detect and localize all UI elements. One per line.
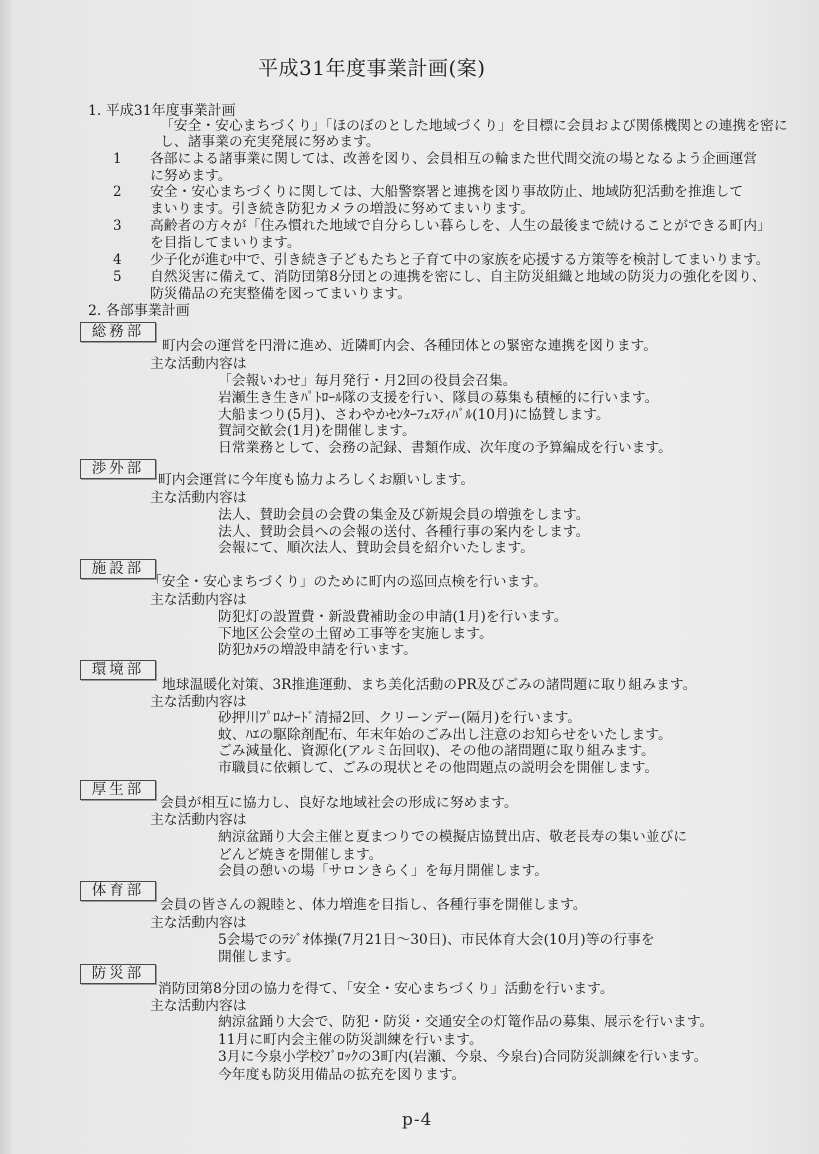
activity-item: 大船まつり(5月)、さわやかｾﾝﾀｰﾌｪｽﾃｨﾊﾞﾙ(10月)に協賛します。 — [218, 407, 610, 423]
activity-item: 今年度も防災用備品の拡充を図ります。 — [218, 1067, 466, 1083]
dept-description: 会員の皆さんの親睦と、体力増進を目指し、各種行事を開催します。 — [160, 897, 587, 913]
activity-item: 開催します。 — [218, 949, 300, 965]
activity-item: 防犯灯の設置費・新設費補助金の申請(1月)を行います。 — [218, 609, 568, 625]
activity-item: 賀詞交歓会(1月)を開催します。 — [218, 423, 416, 439]
item-text: 各部による諸事業に関しては、改善を図り、会員相互の輪また世代間交流の場となるよう企画運営 — [150, 151, 758, 167]
page-title: 平成31年度事業計画(案) — [258, 56, 486, 80]
activities-label: 主な活動内容は — [150, 592, 247, 608]
item-text: 安全・安心まちづくりに関しては、大船警察署と連携を図り事故防止、地域防犯活動を推進して — [150, 184, 744, 200]
intro-line: し、諸事業の充実発展に努めます。 — [160, 134, 380, 150]
item-number: 3 — [113, 218, 122, 234]
item-text: 少子化が進む中で、引き続き子どもたちと子育て中の家族を応援する方策等を検討してまいります。 — [150, 252, 770, 268]
activity-item: 蚊、ﾊｴの駆除剤配布、年末年始のごみ出し注意のお知らせをいたします。 — [218, 727, 672, 743]
activities-label: 主な活動内容は — [150, 694, 247, 710]
dept-label-external-affairs: 渉外部 — [80, 459, 156, 479]
item-number: 5 — [113, 269, 122, 285]
dept-label-welfare: 厚生部 — [80, 780, 156, 800]
dept-label-environment: 環境部 — [80, 660, 156, 680]
dept-label-sports: 体育部 — [80, 881, 156, 901]
activity-item: 3月に今泉小学校ﾌﾞﾛｯｸの3町内(岩瀬、今泉、今泉台)合同防災訓練を行います。 — [218, 1049, 708, 1065]
page-number: p-4 — [402, 1110, 433, 1130]
activity-item: 「会報いわせ」毎月発行・月2回の役員会召集。 — [218, 373, 517, 389]
dept-label-disaster-prevention: 防災部 — [80, 964, 156, 984]
item-number: 1 — [113, 151, 122, 167]
activity-item: 砂押川ﾌﾟﾛﾑﾅｰﾄﾞ清掃2回、クリーンデー(隔月)を行います。 — [218, 710, 582, 726]
item-number: 2 — [113, 184, 122, 200]
activity-item: 防犯ｶﾒﾗの増設申請を行います。 — [218, 642, 417, 658]
item-text: に努めます。 — [150, 168, 232, 184]
activity-item: どんど焼きを開催します。 — [218, 847, 383, 863]
activity-item: 法人、賛助会員への会報の送付、各種行事の案内をします。 — [218, 524, 590, 540]
item-text: を目指してまいります。 — [150, 235, 301, 251]
item-text: 防災備品の充実整備を図ってまいります。 — [150, 286, 412, 302]
section-2-heading: 2. 各部事業計画 — [88, 303, 190, 319]
dept-description: 町内会運営に今年度も協力よろしくお願いします。 — [158, 472, 475, 488]
activity-item: 法人、賛助会員の会費の集金及び新規会員の増強をします。 — [218, 507, 590, 523]
dept-description: 消防団第8分団の協力を得て、「安全・安心まちづくり」活動を行います。 — [158, 981, 614, 997]
activity-item: 納涼盆踊り大会主催と夏まつりでの模擬店協賛出店、敬老長寿の集い並びに — [218, 829, 688, 845]
activity-item: 市職員に依頼して、ごみの現状とその他問題点の説明会を開催します。 — [218, 760, 659, 776]
activities-label: 主な活動内容は — [150, 356, 247, 372]
activity-item: 11月に町内会主催の防災訓練を行います。 — [218, 1032, 483, 1048]
activity-item: 岩瀬生き生きﾊﾟﾄﾛｰﾙ隊の支援を行い、隊員の募集も積極的に行います。 — [218, 390, 659, 406]
activities-label: 主な活動内容は — [150, 915, 247, 931]
item-number: 4 — [113, 252, 122, 268]
item-text: 高齢者の方々が「住み慣れた地域で自分らしい暮らしを、人生の最後まで続けることができる町内」 — [150, 218, 771, 234]
dept-label-general-affairs: 総務部 — [80, 322, 156, 342]
item-text: 自然災害に備えて、消防団第8分団との連携を密にし、自主防災組織と地域の防災力の強化を図り、 — [150, 269, 766, 285]
section-1-heading: 1. 平成31年度事業計画 — [88, 103, 236, 119]
activity-item: ごみ減量化、資源化(アルミ缶回収)、その他の諸問題に取り組みます。 — [218, 743, 655, 759]
dept-description: 町内会の運営を円滑に進め、近隣町内会、各種団体との緊密な連携を図ります。 — [162, 338, 658, 354]
item-text: まいります。引き続き防犯カメラの増設に努めてまいります。 — [150, 201, 535, 217]
activity-item: 下地区公会堂の土留め工事等を実施します。 — [218, 626, 493, 642]
activities-label: 主な活動内容は — [150, 812, 247, 828]
activities-label: 主な活動内容は — [150, 490, 247, 506]
dept-description: 地球温暖化対策、3R推進運動、まち美化活動のPR及びごみの諸問題に取り組みます。 — [162, 677, 697, 693]
activity-item: 5会場でのﾗｼﾞｵ体操(7月21日～30日)、市民体育大会(10月)等の行事を — [218, 932, 655, 948]
activity-item: 日常業務として、会務の記録、書類作成、次年度の予算編成を行います。 — [218, 440, 672, 456]
activities-label: 主な活動内容は — [150, 998, 247, 1014]
activity-item: 会報にて、順次法人、賛助会員を紹介いたします。 — [218, 540, 534, 556]
dept-description: 会員が相互に協力し、良好な地域社会の形成に努めます。 — [160, 795, 518, 811]
activity-item: 会員の憩いの場「サロンきらく」を毎月開催します。 — [218, 863, 549, 879]
intro-line: 「安全・安心まちづくり」「ほのぼのとした地域づくり」を目標に会員および関係機関との連携を密に — [160, 118, 788, 134]
dept-label-facilities: 施設部 — [80, 559, 156, 579]
activity-item: 納涼盆踊り大会で、防犯・防災・交通安全の灯篭作品の募集、展示を行います。 — [218, 1014, 714, 1030]
dept-description: 「安全・安心まちづくり」のために町内の巡回点検を行います。 — [148, 574, 547, 590]
